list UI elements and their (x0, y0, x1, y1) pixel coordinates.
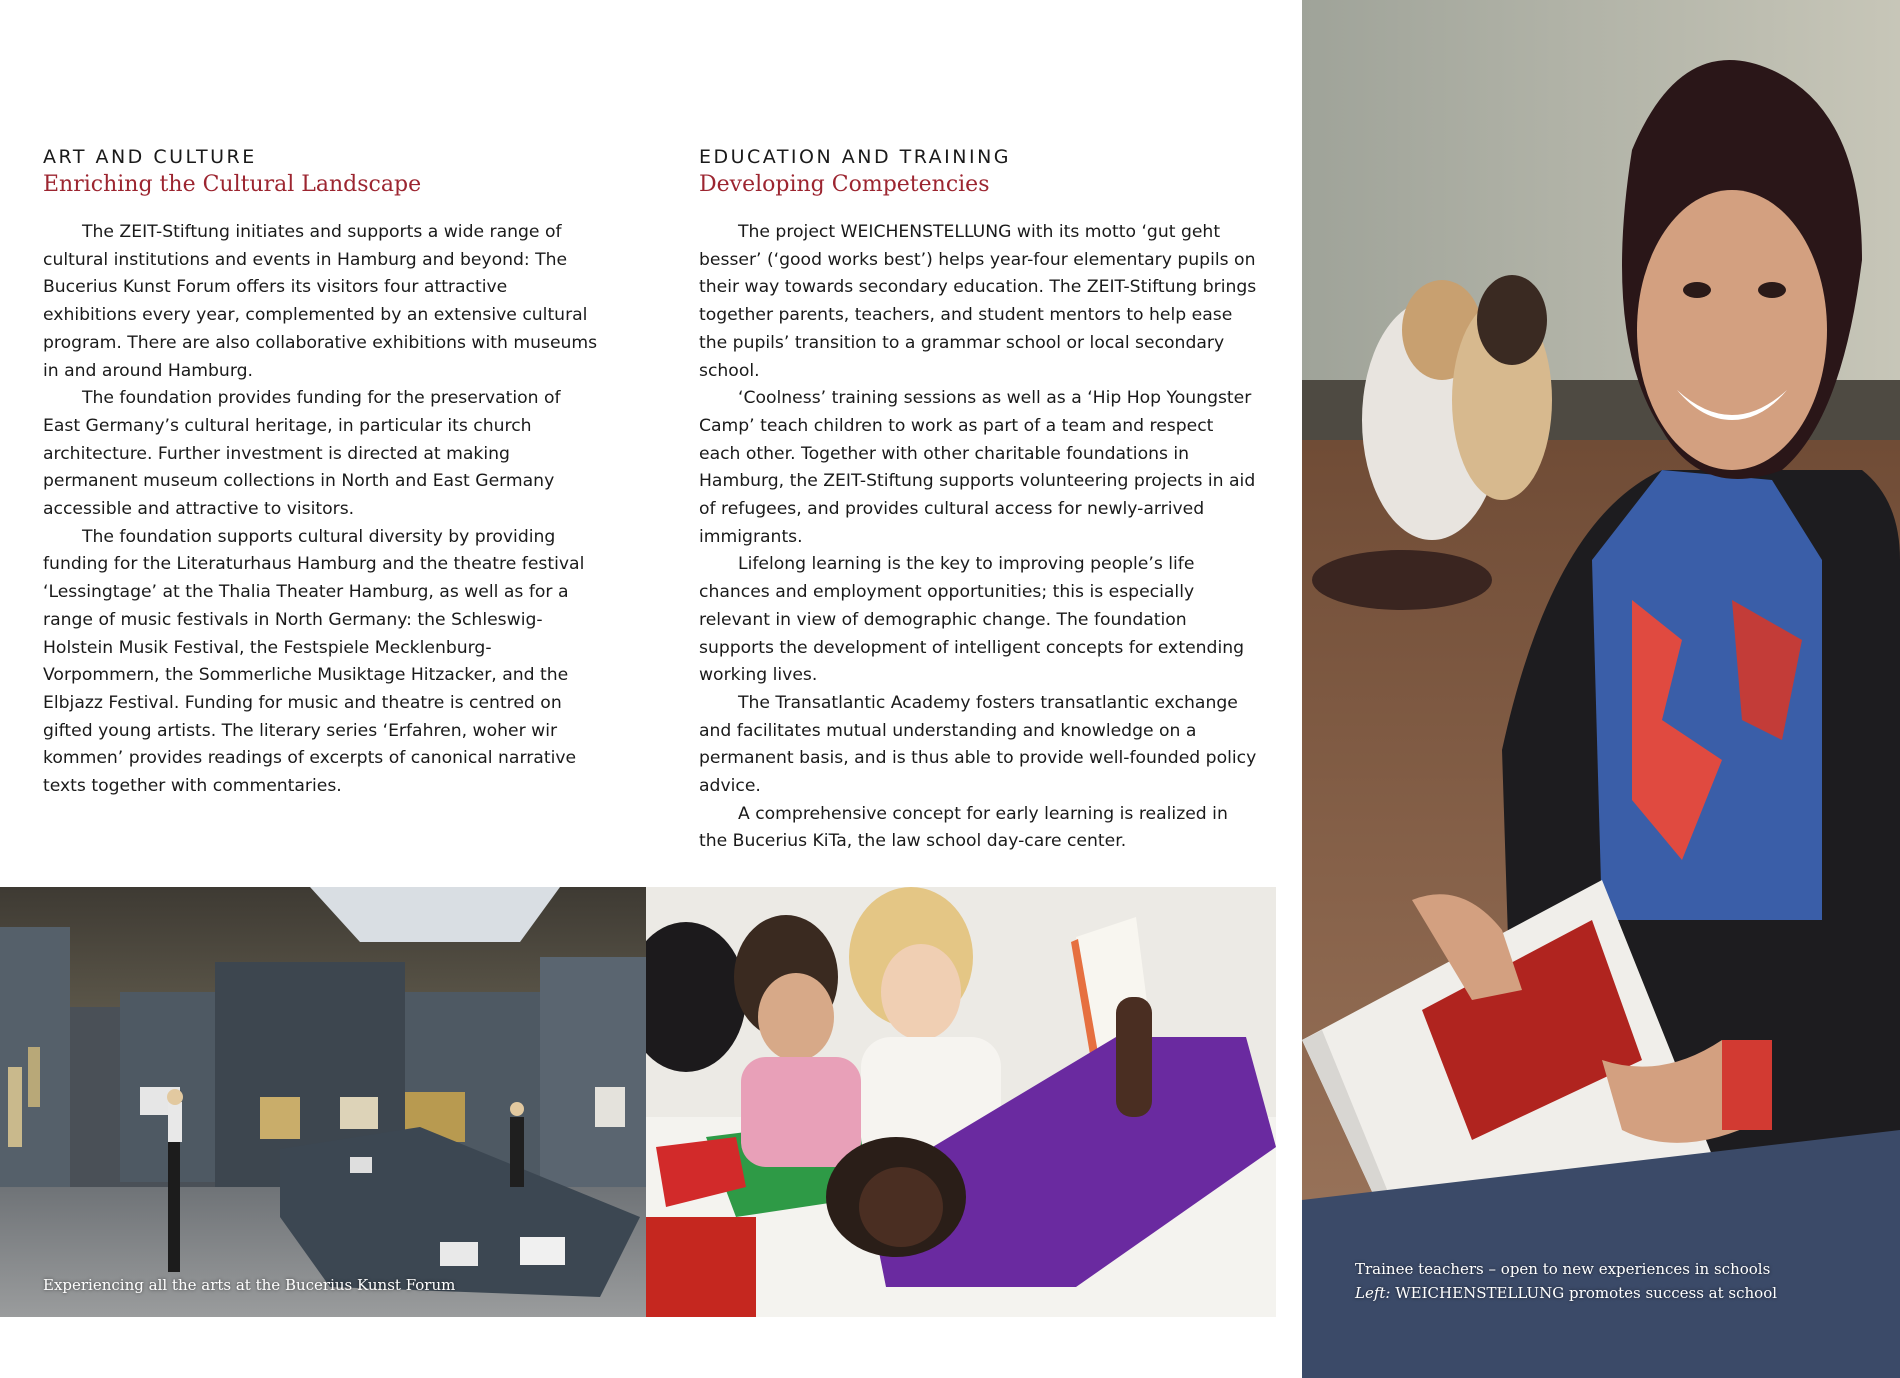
education-paragraph-2: ‘Coolness’ training sessions as well as a ‘Hip Hop Youngster Camp’ teach children to work as part of a team and respect each other. Together with other charitable foundations in Hamburg, the ZEIT-Stiftung supports volunteering projects in aid of refugees, and provides cultural access for newly-arrived immigrants. (699, 388, 1256, 547)
education-training-section (699, 145, 1259, 856)
teacher-caption-line-2-text: WEICHENSTELLUNG promotes success at school (1395, 1284, 1778, 1302)
trainee-teacher-photo (1302, 0, 1900, 1378)
education-paragraph-5: A comprehensive concept for early learning is realized in the Bucerius KiTa, the law school day-care center. (699, 803, 1228, 852)
children-reading-illustration (646, 887, 1276, 1317)
education-paragraph-3: Lifelong learning is the key to improving people’s life chances and employment opportunities; this is especially relevant in view of demographic change. The foundation supports the development of intelligent concepts for extending working lives. (699, 554, 1245, 686)
art-culture-section (43, 145, 603, 801)
children-reading-photo (646, 887, 1276, 1317)
education-paragraph-4: The Transatlantic Academy fosters transatlantic exchange and facilitates mutual understanding and knowledge on a permanent basis, and is thus able to provide well-founded policy advice. (699, 692, 1257, 797)
teacher-caption-left-label: Left: (1355, 1284, 1391, 1302)
teacher-caption-line-1: Trainee teachers – open to new experiences in schools (1355, 1260, 1771, 1278)
art-culture-subtitle: Enriching the Cultural Landscape (43, 172, 422, 197)
art-culture-paragraph-3: The foundation supports cultural diversity by providing funding for the Literaturhaus Hamburg and the theatre festival ‘Lessingtage’ at the Thalia Theater Hamburg, as well as for a range of music festivals in North Germany: the Schleswig-Holstein Musik Festival, the Festspiele Mecklenburg-Vorpommern, the Sommerliche Musiktage Hitzacker, and the Elbjazz Festival. Funding for music and theatre is centred on gifted young artists. The literary series ‘Erfahren, woher wir kommen’ provides readings of excerpts of canonical narrative texts together with commentaries. (43, 526, 585, 797)
teacher-caption-line-2 (1355, 1281, 1777, 1305)
museum-photo-illustration (0, 887, 646, 1317)
museum-photo (0, 887, 646, 1317)
trainee-teacher-illustration (1302, 0, 1900, 1378)
museum-caption: Experiencing all the arts at the Bucerius Kunst Forum (43, 1276, 456, 1294)
art-culture-paragraph-2: The foundation provides funding for the preservation of East Germany’s cultural heritage, in particular its church architecture. Further investment is directed at making permanent museum collections in North and East Germany accessible and attractive to visitors. (43, 388, 561, 520)
education-paragraph-1: The project WEICHENSTELLUNG with its motto ‘gut geht besser’ (‘good works best’) helps year-four elementary pupils on their way towards secondary education. The ZEIT-Stiftung brings together parents, teachers, and student mentors to help ease the pupils’ transition to a grammar school or local secondary school. (699, 222, 1257, 381)
education-training-kicker: EDUCATION AND TRAINING (699, 146, 1012, 168)
art-culture-kicker: ART AND CULTURE (43, 146, 257, 168)
education-training-subtitle: Developing Competencies (699, 172, 990, 197)
art-culture-paragraph-1: The ZEIT-Stiftung initiates and supports a wide range of cultural institutions and events in Hamburg and beyond: The Bucerius Kunst Forum offers its visitors four attractive exhibitions every year, complemented by an extensive cultural program. There are also collaborative exhibitions with museums in and around Hamburg. (43, 222, 598, 381)
